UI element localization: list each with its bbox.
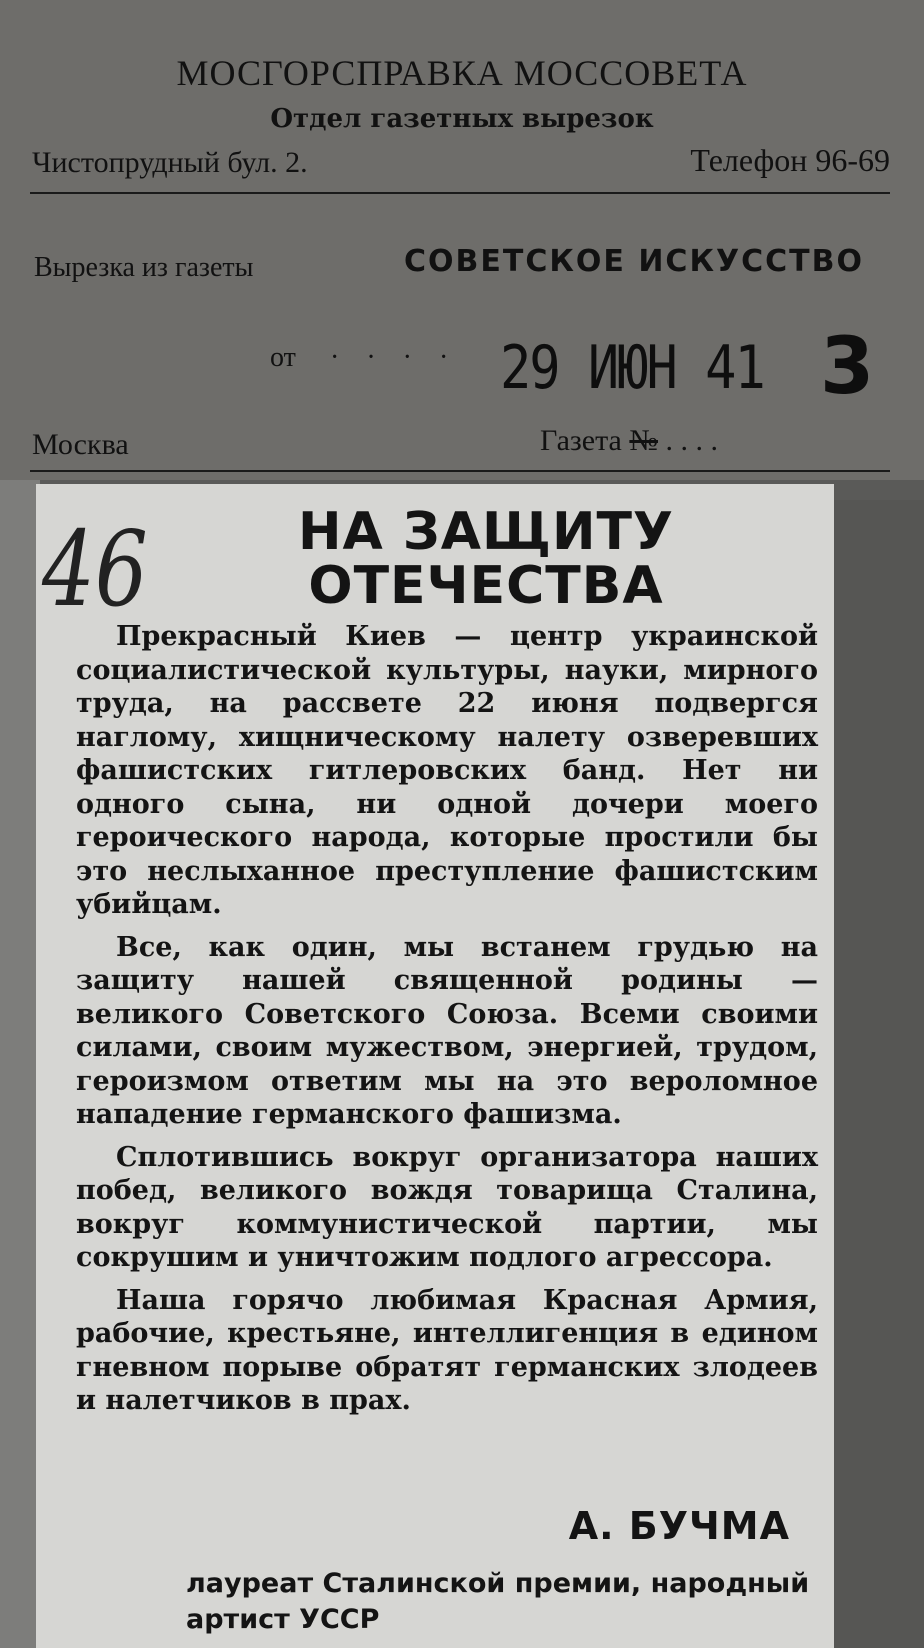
background-strip bbox=[834, 500, 924, 1648]
author-title: лауреат Сталинской премии, народный артист УССР bbox=[186, 1568, 810, 1635]
background-strip bbox=[0, 480, 40, 1648]
phone: Телефон 96-69 bbox=[690, 142, 890, 178]
stamp-number: 3 bbox=[820, 322, 875, 412]
paragraph: Все, как один, мы встанем грудью на защиту нашей священной родины — великого Советского Союза. Всеми своими силами, своим мужеством, энергией, трудом, героизмом ответим мы на это вероломное нападение германского фашизма. bbox=[76, 931, 818, 1130]
newspaper-name: СОВЕТСКОЕ ИСКУССТВО bbox=[404, 244, 864, 279]
paragraph: Сплотившись вокруг организатора наших побед, великого вождя товарища Сталина, вокруг коммунистической партии, мы сокрушим и уничтожим подлого агрессора. bbox=[76, 1141, 818, 1273]
dotted-fill: . . . . bbox=[665, 424, 718, 457]
city: Москва bbox=[32, 428, 129, 461]
organization-name: МОСГОРСПРАВКА МОССОВЕТА bbox=[176, 53, 748, 93]
date-stamp: 29 ИЮН 41 bbox=[500, 334, 764, 403]
headline-line-1: НА ЗАЩИТУ bbox=[297, 502, 675, 562]
paragraph: Прекрасный Киев — центр украинской социалистической культуры, науки, мирного труда, на рассвете 22 июня подвергся наглому, хищническому налету озверевших фашистских гитлеровских банд. Нет ни одного сына, ни одной дочери моего героического народа, которые простили бы это неслыханное преступление фашистским убийцам. bbox=[76, 621, 818, 920]
handwritten-number: 46 bbox=[42, 508, 148, 630]
divider bbox=[30, 470, 890, 472]
divider bbox=[30, 192, 890, 194]
dotted-fill: · · · · bbox=[330, 342, 459, 373]
cut-from-label: Вырезка из газеты bbox=[34, 252, 254, 283]
from-label: от bbox=[270, 342, 296, 373]
article-body bbox=[76, 620, 818, 1427]
headline-line-2: ОТЕЧЕСТВА bbox=[308, 556, 664, 616]
department-name: Отдел газетных вырезок bbox=[270, 104, 654, 134]
clipping-service-card bbox=[0, 0, 924, 480]
newspaper-clipping bbox=[36, 484, 834, 1648]
author-name: А. БУЧМА bbox=[568, 1504, 790, 1548]
issue-label: Газета bbox=[540, 424, 622, 457]
paragraph: Наша горячо любимая Красная Армия, рабочие, крестьяне, интеллигенция в едином гневном порыве обратят германских злодеев и налетчиков в прах. bbox=[76, 1284, 818, 1416]
address: Чистопрудный бул. 2. bbox=[32, 146, 308, 179]
issue-field bbox=[540, 424, 718, 458]
issue-number-struck: № bbox=[629, 424, 658, 457]
